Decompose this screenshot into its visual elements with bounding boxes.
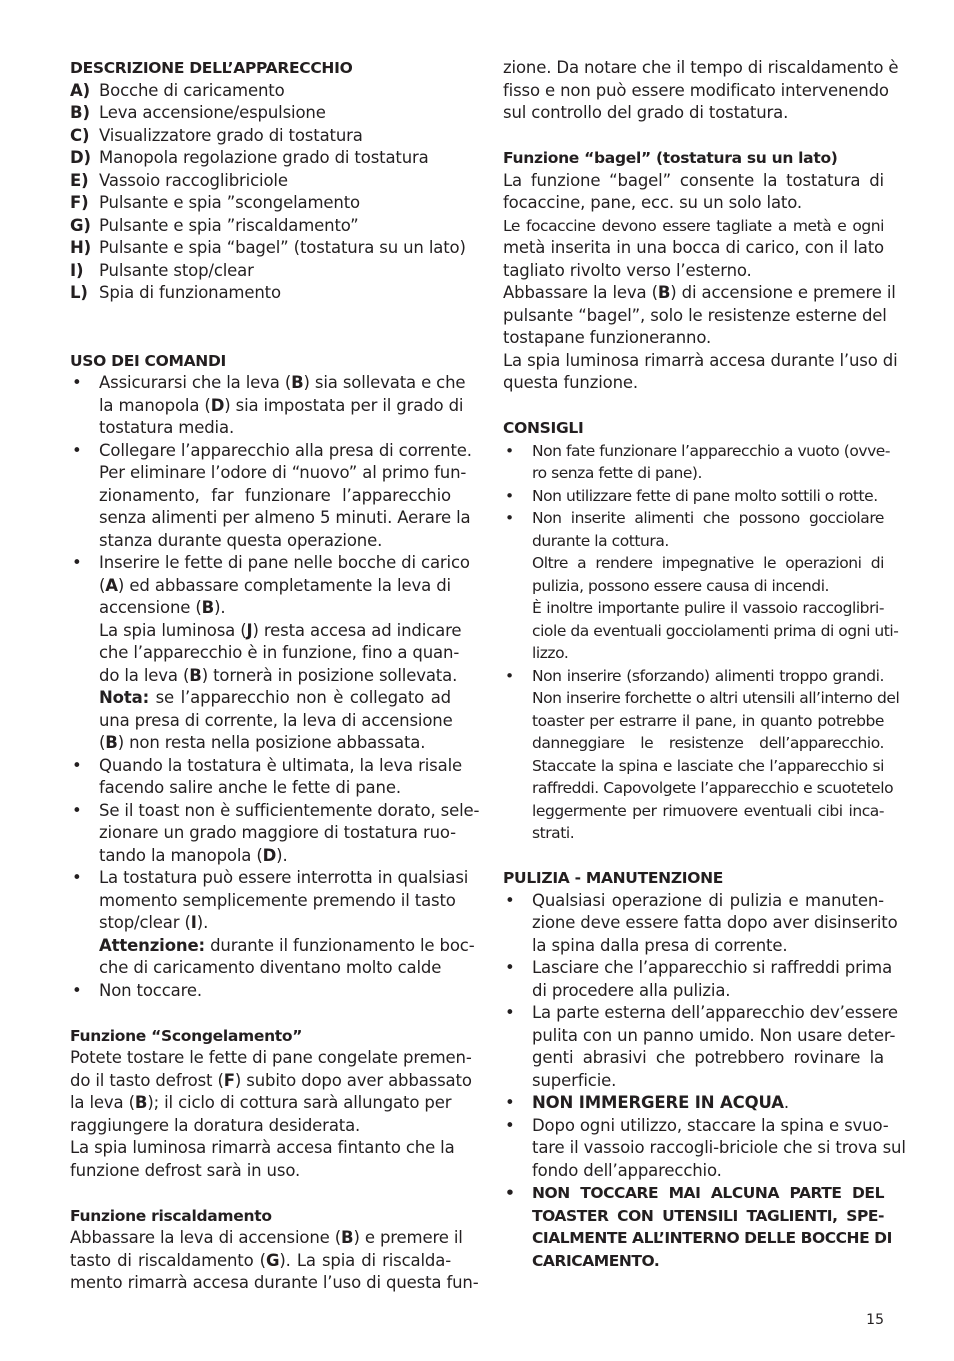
paragraph: La spia luminosa rimarrà accesa fintanto che la funzione defrost sarà in uso. xyxy=(70,1138,455,1180)
list-item: • Quando la tostatura è ultimata, la leva risale facendo salire anche le fette di pane. xyxy=(70,755,451,800)
paragraph: Abbassare la leva (B) di accensione e premere il pulsante “bagel”, solo le resistenze esterne del tostapane funzioneranno. xyxy=(503,283,896,347)
paragraph: Le focaccine devono essere tagliate a metà e ogni metà inserita in una bocca di carico, con il lato tagliato rivolto verso l’esterno. xyxy=(503,216,884,280)
part-item: E) Vassoio raccoglibriciole xyxy=(70,170,288,190)
section-heading-pulizia: PULIZIA - MANUTENZIONE xyxy=(503,869,724,887)
part-item: F) Pulsante e spia ”scongelamento xyxy=(70,193,360,212)
section-heading-riscaldamento: Funzione riscaldamento xyxy=(70,1206,272,1225)
section-heading-bagel: Funzione “bagel” (tostatura su un lato) xyxy=(503,149,838,167)
section-heading-uso: USO DEI COMANDI xyxy=(70,351,227,370)
list-item: • La parte esterna dell’apparecchio dev’essere pulita con un panno umido. Non usare deter- genti abrasivi che potrebbero rovinare la superficie. xyxy=(503,1002,884,1092)
paragraph: Abbassare la leva di accensione (B) e premere il tasto di riscaldamento (G). La spia di riscalda- mento rimarrà accesa durante l’uso di questa fun- xyxy=(70,1228,479,1292)
list-item: • Non inserire (sforzando) alimenti troppo grandi. Non inserire forchette o altri utensili all’interno del toaster per estrarre il pane, in quanto potrebbe danneggiare le resistenze dell’apparecchio. Staccate la spina e lasciate che l’apparecchio si raffreddi. Capovolgete l’apparecchio e scuotetelo leggermente per rimuovere eventuali cibi inca- strati. xyxy=(503,665,884,845)
paragraph: zione. Da notare che il tempo di riscaldamento è fisso e non può essere modificato intervenendo sul controllo del grado di tostatura. xyxy=(503,58,899,122)
part-item: G) Pulsante e spia ”riscaldamento” xyxy=(70,215,359,235)
list-item: • Inserire le fette di pane nelle bocche di carico (A) ed abbassare completamente la leva di accensione (B). La spia luminosa (J) resta accesa ad indicare che l’apparecchio è in funzione, fino a quan- do la leva (B) tornerà in posizione sollevata. Nota: se l’apparecchio non è collegato ad una presa di corrente, la leva di accensione (B) non resta nella posizione abbassata. xyxy=(70,552,451,755)
list-item: • NON TOCCARE MAI ALCUNA PARTE DEL TOASTER CON UTENSILI TAGLIENTI, SPE- CIALMENTE ALL’INTERNO DELLE BOCCHE DI CARICAMENTO. xyxy=(503,1182,884,1272)
left-column xyxy=(70,57,480,1295)
list-item: • Se il toast non è sufficientemente dorato, sele- zionare un grado maggiore di tostatura ruo- tando la manopola (D). xyxy=(70,800,451,868)
part-item: I) Pulsante stop/clear xyxy=(70,260,254,280)
section-heading-descrizione: DESCRIZIONE DELL’APPARECCHIO xyxy=(70,59,353,77)
list-item: • La tostatura può essere interrotta in qualsiasi momento semplicemente premendo il tasto stop/clear (I). Attenzione: durante il funzionamento le boc- che di caricamento diventano molto calde xyxy=(70,867,451,980)
right-column xyxy=(503,57,906,1272)
part-item: C) Visualizzatore grado di tostatura xyxy=(70,125,363,145)
part-item: H) Pulsante e spia “bagel” (tostatura su un lato) xyxy=(70,238,466,257)
paragraph: La funzione “bagel” consente la tostatura di focaccine, pane, ecc. su un solo lato. xyxy=(503,170,884,212)
warning: Attenzione: durante il funzionamento le boc- xyxy=(99,935,475,955)
list-item: • Non toccare. xyxy=(70,980,451,1003)
list-item: • Dopo ogni utilizzo, staccare la spina e svuo- tare il vassoio raccogli-briciole che si trova sul fondo dell’apparecchio. xyxy=(503,1115,884,1183)
note: Nota: se l’apparecchio non è collegato ad xyxy=(99,688,451,707)
section-heading-scongelamento: Funzione “Scongelamento” xyxy=(70,1026,303,1045)
list-item: • Lasciare che l’apparecchio si raffreddi prima di procedere alla pulizia. xyxy=(503,957,884,1002)
paragraph: La spia luminosa rimarrà accesa durante l’uso di questa funzione. xyxy=(503,350,898,392)
part-item: L) Spia di funzionamento xyxy=(70,283,281,302)
list-item: • Assicurarsi che la leva (B) sia sollevata e che la manopola (D) sia impostata per il grado di tostatura media. xyxy=(70,372,451,440)
paragraph: Potete tostare le fette di pane congelate premen- do il tasto defrost (F) subito dopo aver abbassato la leva (B); il ciclo di cottura sarà allungato per raggiungere la doratura desiderata. xyxy=(70,1048,472,1135)
part-item: A) Bocche di caricamento xyxy=(70,80,285,100)
list-item: • Non inserite alimenti che possono gocciolare durante la cottura. Oltre a rendere impegnative le operazioni di pulizia, possono essere causa di incendi. È inoltre importante pulire il vassoio raccoglibri- ciole da eventuali gocciolamenti prima di ogni uti- lizzo. xyxy=(503,507,884,665)
list-item: • Non utilizzare fette di pane molto sottili o rotte. xyxy=(503,485,884,508)
part-item: D) Manopola regolazione grado di tostatura xyxy=(70,148,429,167)
page-number: 15 xyxy=(866,1312,884,1328)
part-item: B) Leva accensione/espulsione xyxy=(70,103,326,122)
parts-list xyxy=(70,80,466,305)
section-heading-consigli: CONSIGLI xyxy=(503,419,584,437)
list-item: • Qualsiasi operazione di pulizia e manuten- zione deve essere fatta dopo aver disinserito la spina dalla presa di corrente. xyxy=(503,890,884,958)
list-item: • Collegare l’apparecchio alla presa di corrente. Per eliminare l’odore di “nuovo” al primo fun- zionamento, far funzionare l’apparecchio senza alimenti per almeno 5 minuti. Aerare la stanza durante questa operazione. xyxy=(70,440,451,553)
list-item: • Non fate funzionare l’apparecchio a vuoto (ovve- ro senza fette di pane). xyxy=(503,440,884,485)
list-item: • NON IMMERGERE IN ACQUA. xyxy=(503,1092,884,1115)
